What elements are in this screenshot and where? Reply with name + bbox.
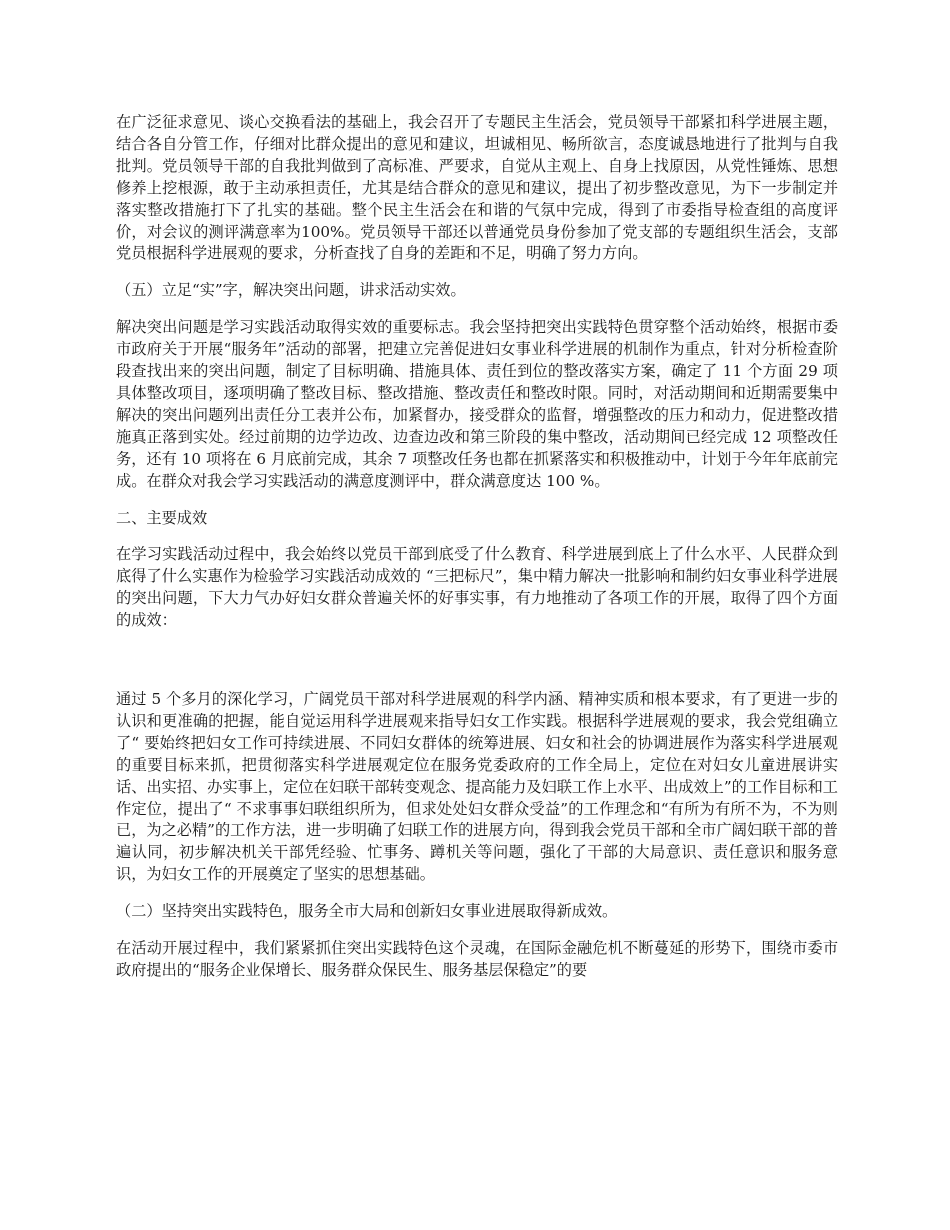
document-body bbox=[116, 112, 838, 997]
heading-section-five: （五）立足“实”字，解决突出问题，讲求活动实效。 bbox=[116, 281, 466, 300]
paragraph-practice-features: 在活动开展过程中，我们紧紧抓住突出实践特色这个灵魂，在国际金融危机不断蔓延的形势下，围绕市委市政府提出的“服务企业保增长、服务群众保民生、服务基层保稳定”的要 bbox=[116, 939, 838, 979]
paragraph-three-standards: 在学习实践活动过程中，我会始终以党员干部到底受了什么教育、科学进展到底上了什么水平、人民群众到底得了什么实惠作为检验学习实践活动成效的 “三把标尺”，集中精力解决一批影响和制约妇女事业科学进展的突出问题，下大力气办好妇女群众普遍关怀的好事实事，有力地推动了各项工作的开展，取得了四个方面的成效： bbox=[116, 545, 838, 630]
heading-section-two: （二）坚持突出实践特色，服务全市大局和创新妇女事业进展取得新成效。 bbox=[116, 902, 618, 921]
paragraph-democratic-life-meeting: 在广泛征求意见、谈心交换看法的基础上，我会召开了专题民主生活会，党员领导干部紧扣科学进展主题，结合各自分管工作，仔细对比群众提出的意见和建议，坦诚相见、畅所欲言，态度诚恳地进行了批判与自我批判。党员领导干部的自我批判做到了高标准、严要求，自觉从主观上、自身上找原因，从党性锤炼、思想修养上挖根源，敢于主动承担责任，尤其是结合群众的意见和建议，提出了初步整改意见，为下一步制定并落实整改措施打下了扎实的基础。整个民主生活会在和谐的气氛中完成，得到了市委指导检查组的高度评价，对会议的测评满意率为100%。党员领导干部还以普通党员身份参加了党支部的专题组织生活会，支部党员根据科学进展观的要求，分析查找了自身的差距和不足，明确了努力方向。 bbox=[116, 113, 838, 263]
paragraph-deep-study: 通过 5 个多月的深化学习，广阔党员干部对科学进展观的科学内涵、精神实质和根本要求，有了更进一步的认识和更准确的把握，能自觉运用科学进展观来指导妇女工作实践。根据科学进展观的要求，我会党组确立了“ 要始终把妇女工作可持续进展、不同妇女群体的统筹进展、妇女和社会的协调进展作为落实科学进展观的重要目标来抓，把贯彻落实科学进展观定位在服务党委政府的工作全局上，定位在对妇女儿童进展讲实话、出实招、办实事上，定位在妇联干部转变观念、提高能力及妇联工作上水平、出成效上”的工作目标和工作定位，提出了“ 不求事事妇联组织所为，但求处处妇女群众受益”的工作理念和“有所为有所不为，不为则已，为之必精”的工作方法，进一步明确了妇联工作的进展方向，得到我会党员干部和全市广阔妇联干部的普遍认同，初步解决机关干部凭经验、忙事务、蹲机关等问题，强化了干部的大局意识、责任意识和服务意识，为妇女工作的开展奠定了坚实的思想基础。 bbox=[116, 690, 838, 884]
heading-main-results: 二、主要成效 bbox=[116, 508, 208, 527]
blank-gap bbox=[116, 647, 838, 689]
paragraph-solve-problems: 解决突出问题是学习实践活动取得实效的重要标志。我会坚持把突出实践特色贯穿整个活动始终，根据市委市政府关于开展“服务年”活动的部署，把建立完善促进妇女事业科学进展的机制作为重点，针对分析检查阶段查找出来的突出问题，制定了目标明确、措施具体、责任到位的整改落实方案，确定了 11 个方面 29 项具体整改项目，逐项明确了整改目标、整改措施、整改责任和整改时限。同时，对活动期间和近期需要集中解决的突出问题列出责任分工表并公布，加紧督办，接受群众的监督，增强整改的压力和动力，促进整改措施真正落到实处。经过前期的边学边改、边查边改和第三阶段的集中整改，活动期间已经完成 12 项整改任务，还有 10 项将在 6 月底前完成，其余 7 项整改任务也都在抓紧落实和积极推动中，计划于今年年底前完成。在群众对我会学习实践活动的满意度测评中，群众满意度达 100 %。 bbox=[116, 318, 838, 490]
